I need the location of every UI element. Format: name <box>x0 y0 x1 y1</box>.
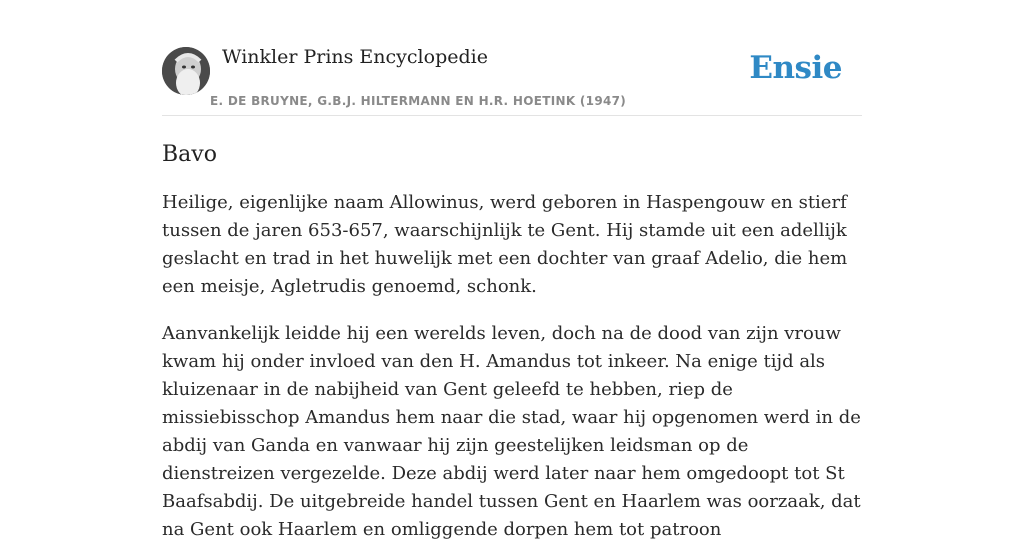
brand-logo[interactable]: Ensie <box>749 50 842 86</box>
source-header <box>162 0 862 116</box>
source-title[interactable]: Winkler Prins Encyclopedie <box>222 46 488 68</box>
entry-title: Bavo <box>162 142 217 167</box>
page-container <box>162 0 862 544</box>
author-avatar[interactable] <box>162 47 210 95</box>
source-authors: E. DE BRUYNE, G.B.J. HILTERMANN EN H.R. HOETINK (1947) <box>210 94 627 108</box>
entry-body <box>162 189 862 544</box>
portrait-icon <box>162 47 210 95</box>
paragraph: Aanvankelijk leidde hij een werelds leven, doch na de dood van zijn vrouw kwam hij onder invloed van den H. Amandus tot inkeer. Na enige tijd als kluizenaar in de nabijheid van Gent geleefd te hebben, riep de missiebisschop Amandus hem naar die stad, waar hij opgenomen werd in de abdij van Ganda en vanwaar hij zijn geestelijken leidsman op de dienstreizen vergezelde. Deze abdij werd later naar hem omgedoopt tot St Baafsabdij. De uitgebreide handel tussen Gent en Haarlem was oorzaak, dat na Gent ook Haarlem en omliggende dorpen hem tot patroon <box>162 323 861 540</box>
paragraph: Heilige, eigenlijke naam Allowinus, werd geboren in Haspengouw en stierf tussen de jaren 653-657, waarschijnlijk te Gent. Hij stamde uit een adellijk geslacht en trad in het huwelijk met een dochter van graaf Adelio, die hem een meisje, Agletrudis genoemd, schonk. <box>162 192 848 297</box>
